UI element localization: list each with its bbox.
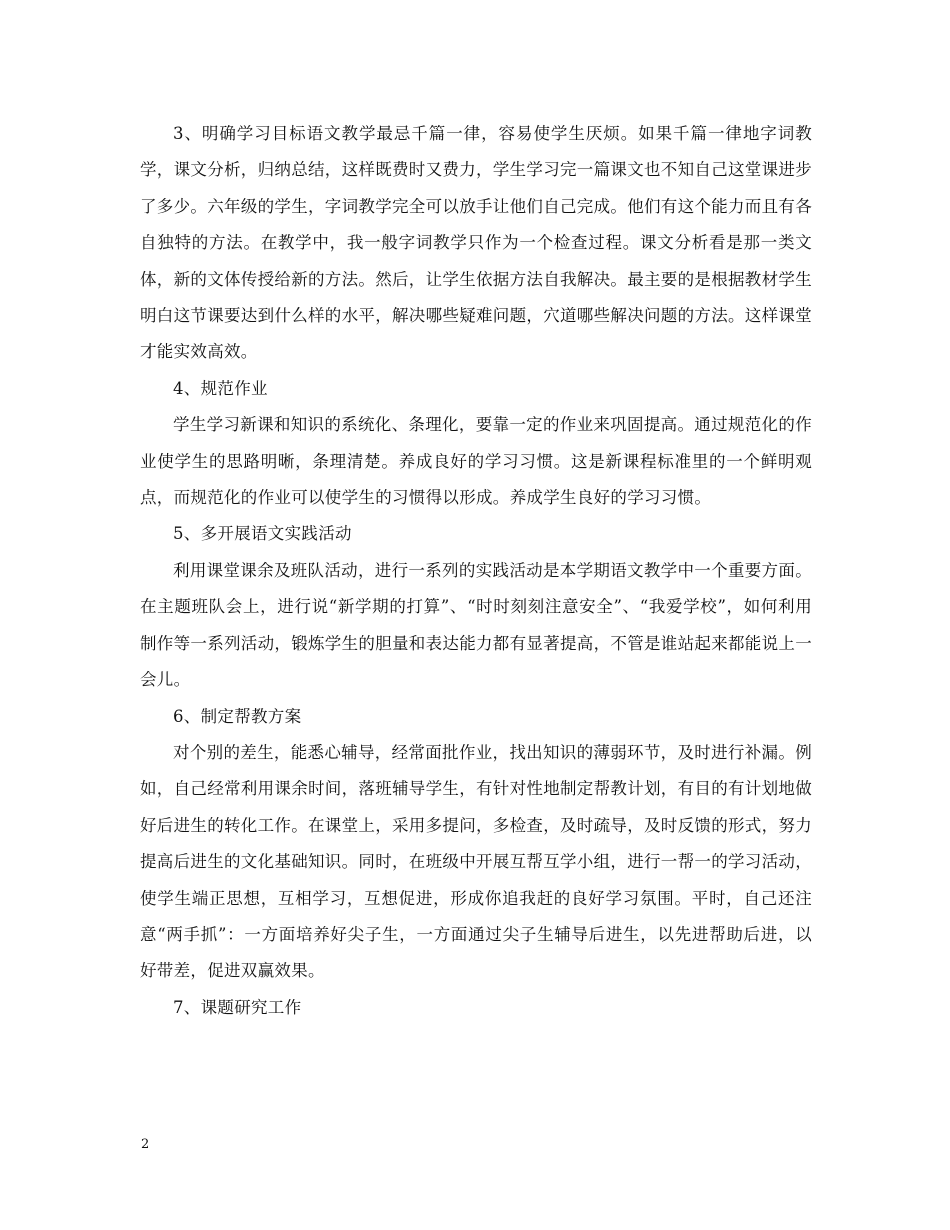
heading-practice-activities: 5、多开展语文实践活动 bbox=[173, 524, 352, 544]
paragraph-goals: 3、明确学习目标语文教学最忌千篇一律，容易使学生厌烦。如果千篇一律地字词教学，课文分析，归纳总结，这样既费时又费力，学生学习完一篇课文也不知自己这堂课进步了多少。六年级的学生，字词教学完全可以放手让他们自己完成。他们有这个能力而且有各自独特的方法。在教学中，我一般字词教学只作为一个检查过程。课文分析看是那一类文体，新的文体传授给新的方法。然后，让学生依据方法自我解决。最主要的是根据教材学生明白这节课要达到什么样的水平，解决哪些疑难问题，穴道哪些解决问题的方法。这样课堂才能实效高效。 bbox=[140, 124, 812, 362]
paragraph-practice-activities: 利用课堂课余及班队活动，进行一系列的实践活动是本学期语文教学中一个重要方面。在主题班队会上，进行说“新学期的打算”、“时时刻刻注意安全”、“我爱学校”，如何利用制作等一系列活动，锻炼学生的胆量和表达能力都有显著提高，不管是谁站起来都能说上一会儿。 bbox=[140, 560, 812, 690]
paragraph-tutoring-plan: 对个别的差生，能悉心辅导，经常面批作业，找出知识的薄弱环节，及时进行补漏。例如，自己经常利用课余时间，落班辅导学生，有针对性地制定帮教计划，有目的有计划地做好后进生的转化工作。在课堂上，采用多提问，多检查，及时疏导，及时反馈的形式，努力提高后进生的文化基础知识。同时，在班级中开展互帮互学小组，进行一帮一的学习活动，使学生端正思想，互相学习，互想促进，形成你追我赶的良好学习氛围。平时，自己还注意“两手抓”：一方面培养好尖子生，一方面通过尖子生辅导后进生，以先进帮助后进，以好带差，促进双赢效果。 bbox=[140, 742, 812, 981]
heading-tutoring-plan: 6、制定帮教方案 bbox=[173, 706, 302, 726]
document-body bbox=[140, 116, 812, 1026]
heading-research-work: 7、课题研究工作 bbox=[173, 997, 302, 1017]
page-number: 2 bbox=[141, 1137, 150, 1152]
heading-homework: 4、规范作业 bbox=[173, 378, 268, 398]
paragraph-homework: 学生学习新课和知识的系统化、条理化，要靠一定的作业来巩固提高。通过规范化的作业使学生的思路明晰，条理清楚。养成良好的学习习惯。这是新课程标准里的一个鲜明观点，而规范化的作业可以使学生的习惯得以形成。养成学生良好的学习习惯。 bbox=[140, 415, 812, 508]
